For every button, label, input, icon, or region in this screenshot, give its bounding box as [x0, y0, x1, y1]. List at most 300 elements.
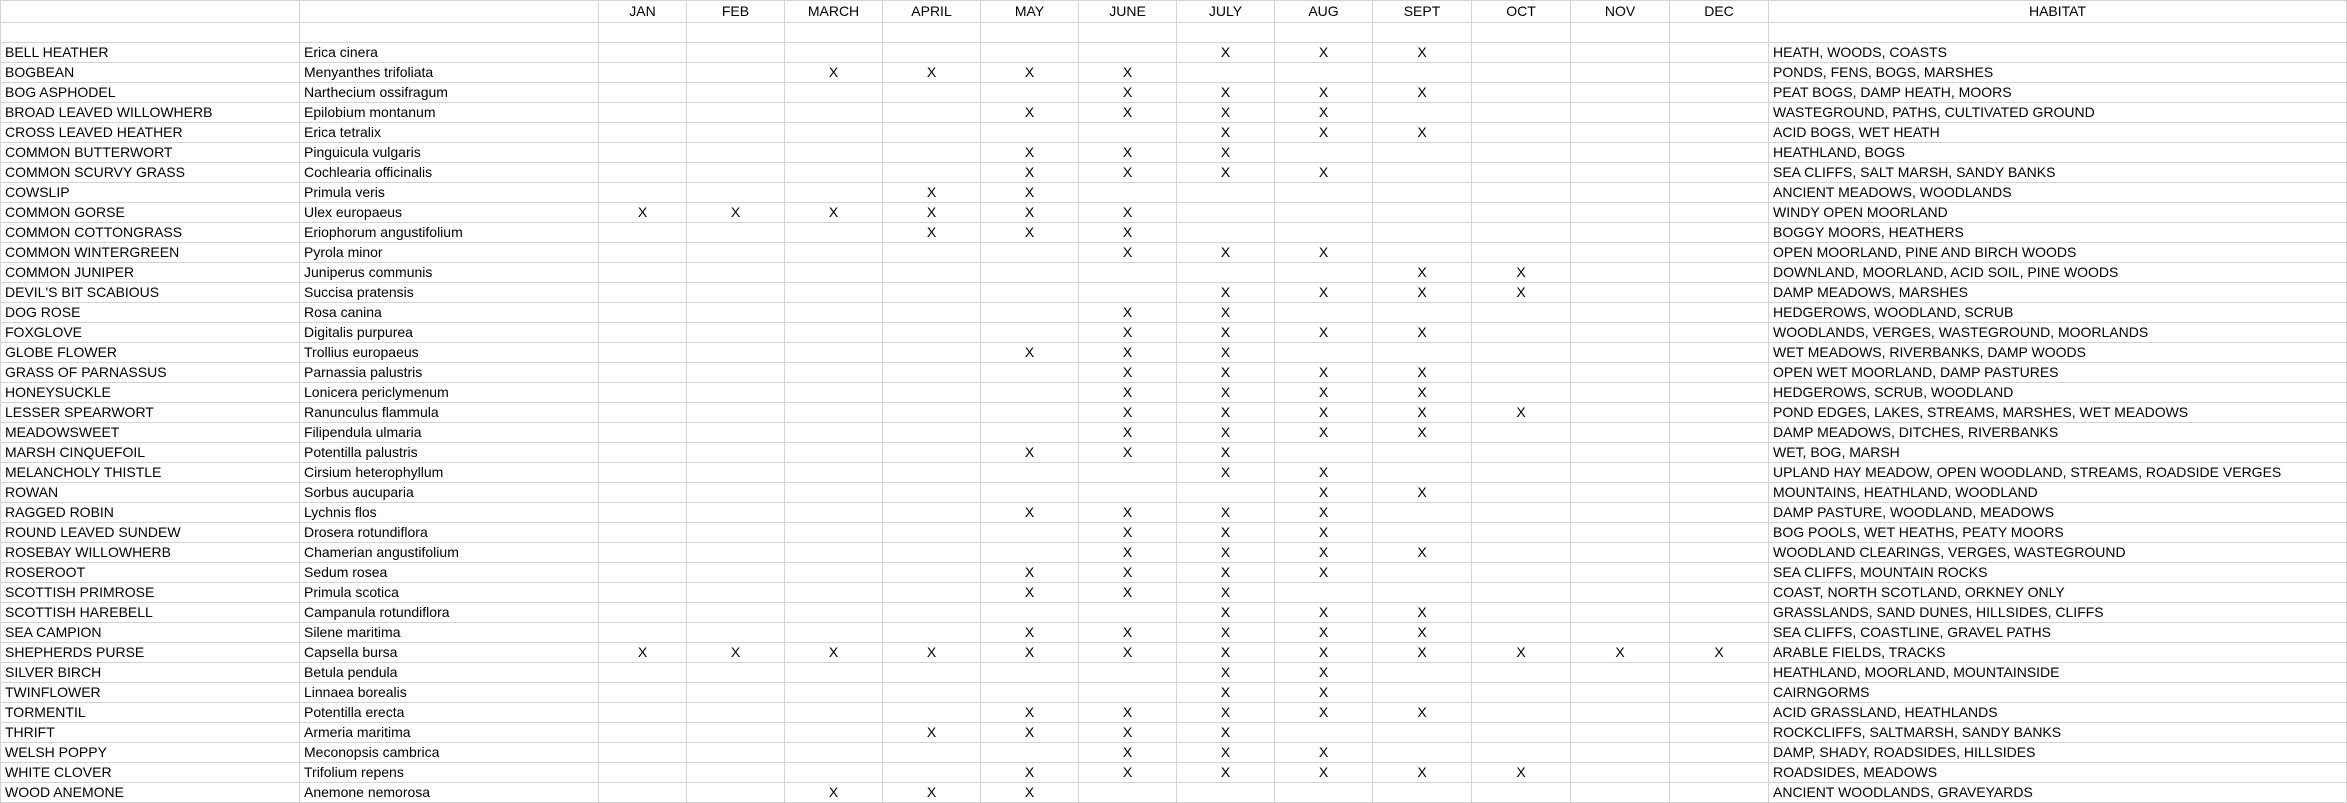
cell-month-mark[interactable] — [883, 323, 981, 343]
cell-latin-name[interactable]: Ulex europaeus — [300, 203, 599, 223]
empty-cell[interactable] — [1177, 23, 1275, 43]
cell-month-mark[interactable] — [981, 743, 1079, 763]
cell-month-mark[interactable] — [599, 763, 687, 783]
cell-month-mark[interactable] — [1571, 223, 1670, 243]
cell-month-mark[interactable] — [785, 723, 883, 743]
cell-month-mark[interactable]: X — [883, 63, 981, 83]
cell-habitat[interactable]: DOWNLAND, MOORLAND, ACID SOIL, PINE WOODS — [1769, 263, 2347, 283]
empty-cell[interactable] — [599, 23, 687, 43]
cell-month-mark[interactable] — [883, 463, 981, 483]
cell-month-mark[interactable]: X — [1079, 583, 1177, 603]
cell-month-mark[interactable] — [1472, 523, 1571, 543]
cell-latin-name[interactable]: Menyanthes trifoliata — [300, 63, 599, 83]
cell-month-mark[interactable] — [599, 563, 687, 583]
cell-latin-name[interactable]: Meconopsis cambrica — [300, 743, 599, 763]
cell-month-mark[interactable] — [1373, 223, 1472, 243]
cell-month-mark[interactable] — [981, 263, 1079, 283]
cell-month-mark[interactable] — [785, 223, 883, 243]
cell-month-mark[interactable] — [1275, 303, 1373, 323]
cell-month-mark[interactable]: X — [1079, 103, 1177, 123]
cell-common-name[interactable]: THRIFT — [1, 723, 300, 743]
cell-month-mark[interactable]: X — [1472, 643, 1571, 663]
cell-month-mark[interactable] — [883, 483, 981, 503]
cell-month-mark[interactable]: X — [1079, 143, 1177, 163]
cell-common-name[interactable]: GRASS OF PARNASSUS — [1, 363, 300, 383]
cell-month-mark[interactable] — [599, 403, 687, 423]
cell-month-mark[interactable] — [1571, 783, 1670, 803]
cell-month-mark[interactable] — [599, 363, 687, 383]
cell-latin-name[interactable]: Armeria maritima — [300, 723, 599, 743]
cell-month-mark[interactable] — [785, 603, 883, 623]
cell-month-mark[interactable]: X — [981, 343, 1079, 363]
cell-month-mark[interactable] — [1373, 103, 1472, 123]
cell-month-mark[interactable]: X — [1373, 763, 1472, 783]
cell-month-mark[interactable]: X — [1472, 283, 1571, 303]
cell-month-mark[interactable] — [1472, 743, 1571, 763]
cell-month-mark[interactable]: X — [1373, 363, 1472, 383]
cell-latin-name[interactable]: Rosa canina — [300, 303, 599, 323]
cell-month-mark[interactable] — [1472, 103, 1571, 123]
cell-habitat[interactable]: BOGGY MOORS, HEATHERS — [1769, 223, 2347, 243]
cell-common-name[interactable]: GLOBE FLOWER — [1, 343, 300, 363]
cell-month-mark[interactable] — [883, 523, 981, 543]
cell-month-mark[interactable]: X — [1079, 203, 1177, 223]
cell-month-mark[interactable] — [599, 423, 687, 443]
cell-common-name[interactable]: COMMON GORSE — [1, 203, 300, 223]
cell-latin-name[interactable]: Capsella bursa — [300, 643, 599, 663]
cell-habitat[interactable]: MOUNTAINS, HEATHLAND, WOODLAND — [1769, 483, 2347, 503]
cell-month-mark[interactable] — [687, 263, 785, 283]
cell-common-name[interactable]: COMMON COTTONGRASS — [1, 223, 300, 243]
cell-month-mark[interactable] — [687, 623, 785, 643]
cell-month-mark[interactable] — [1275, 723, 1373, 743]
cell-habitat[interactable]: HEDGEROWS, SCRUB, WOODLAND — [1769, 383, 2347, 403]
cell-month-mark[interactable] — [599, 523, 687, 543]
cell-month-mark[interactable] — [1670, 663, 1769, 683]
cell-month-mark[interactable]: X — [981, 443, 1079, 463]
cell-month-mark[interactable] — [1472, 663, 1571, 683]
cell-month-mark[interactable] — [687, 283, 785, 303]
cell-month-mark[interactable] — [687, 703, 785, 723]
cell-month-mark[interactable] — [1670, 463, 1769, 483]
cell-month-mark[interactable]: X — [981, 183, 1079, 203]
cell-month-mark[interactable] — [1373, 683, 1472, 703]
cell-common-name[interactable]: WELSH POPPY — [1, 743, 300, 763]
cell-common-name[interactable]: SHEPHERDS PURSE — [1, 643, 300, 663]
cell-common-name[interactable]: ROSEBAY WILLOWHERB — [1, 543, 300, 563]
cell-month-mark[interactable]: X — [687, 643, 785, 663]
cell-month-mark[interactable] — [1472, 443, 1571, 463]
empty-cell[interactable] — [1079, 23, 1177, 43]
cell-latin-name[interactable]: Cochlearia officinalis — [300, 163, 599, 183]
cell-month-mark[interactable] — [599, 223, 687, 243]
cell-month-mark[interactable] — [785, 123, 883, 143]
cell-common-name[interactable]: FOXGLOVE — [1, 323, 300, 343]
cell-month-mark[interactable] — [687, 743, 785, 763]
cell-common-name[interactable]: LESSER SPEARWORT — [1, 403, 300, 423]
cell-month-mark[interactable]: X — [1571, 643, 1670, 663]
cell-month-mark[interactable] — [599, 783, 687, 803]
cell-month-mark[interactable]: X — [1177, 163, 1275, 183]
cell-month-mark[interactable] — [1275, 443, 1373, 463]
cell-month-mark[interactable] — [883, 603, 981, 623]
cell-latin-name[interactable]: Lychnis flos — [300, 503, 599, 523]
cell-month-mark[interactable] — [1670, 523, 1769, 543]
cell-month-mark[interactable] — [687, 43, 785, 63]
cell-habitat[interactable]: GRASSLANDS, SAND DUNES, HILLSIDES, CLIFFS — [1769, 603, 2347, 623]
cell-month-mark[interactable]: X — [1275, 623, 1373, 643]
cell-month-mark[interactable] — [785, 583, 883, 603]
cell-month-mark[interactable] — [981, 243, 1079, 263]
cell-month-mark[interactable]: X — [1177, 703, 1275, 723]
cell-month-mark[interactable]: X — [1275, 563, 1373, 583]
cell-month-mark[interactable] — [1275, 63, 1373, 83]
cell-month-mark[interactable] — [1079, 263, 1177, 283]
cell-month-mark[interactable] — [687, 463, 785, 483]
cell-month-mark[interactable] — [687, 503, 785, 523]
cell-month-mark[interactable] — [1670, 423, 1769, 443]
cell-latin-name[interactable]: Epilobium montanum — [300, 103, 599, 123]
cell-month-mark[interactable] — [883, 263, 981, 283]
cell-month-mark[interactable] — [1670, 743, 1769, 763]
cell-month-mark[interactable] — [599, 443, 687, 463]
cell-month-mark[interactable] — [1079, 603, 1177, 623]
cell-month-mark[interactable] — [1571, 183, 1670, 203]
cell-month-mark[interactable] — [1571, 723, 1670, 743]
cell-month-mark[interactable] — [1373, 503, 1472, 523]
cell-month-mark[interactable] — [1472, 783, 1571, 803]
cell-month-mark[interactable]: X — [1177, 323, 1275, 343]
cell-month-mark[interactable] — [599, 163, 687, 183]
cell-month-mark[interactable] — [687, 723, 785, 743]
cell-month-mark[interactable] — [1079, 43, 1177, 63]
cell-month-mark[interactable] — [1275, 143, 1373, 163]
cell-latin-name[interactable]: Pyrola minor — [300, 243, 599, 263]
cell-latin-name[interactable]: Primula scotica — [300, 583, 599, 603]
cell-month-mark[interactable] — [785, 163, 883, 183]
cell-month-mark[interactable]: X — [1079, 563, 1177, 583]
cell-month-mark[interactable]: X — [981, 623, 1079, 643]
cell-month-mark[interactable] — [1373, 443, 1472, 463]
cell-month-mark[interactable]: X — [1177, 103, 1275, 123]
cell-habitat[interactable]: OPEN MOORLAND, PINE AND BIRCH WOODS — [1769, 243, 2347, 263]
cell-month-mark[interactable] — [883, 563, 981, 583]
cell-month-mark[interactable] — [1571, 63, 1670, 83]
cell-month-mark[interactable]: X — [1373, 283, 1472, 303]
cell-month-mark[interactable] — [1472, 143, 1571, 163]
cell-month-mark[interactable] — [981, 303, 1079, 323]
cell-month-mark[interactable] — [785, 103, 883, 123]
cell-month-mark[interactable]: X — [1177, 43, 1275, 63]
cell-habitat[interactable]: ROADSIDES, MEADOWS — [1769, 763, 2347, 783]
cell-month-mark[interactable] — [981, 83, 1079, 103]
cell-month-mark[interactable] — [1571, 283, 1670, 303]
cell-habitat[interactable]: POND EDGES, LAKES, STREAMS, MARSHES, WET MEADOWS — [1769, 403, 2347, 423]
cell-month-mark[interactable]: X — [1373, 323, 1472, 343]
cell-month-mark[interactable]: X — [1177, 403, 1275, 423]
empty-cell[interactable] — [883, 23, 981, 43]
cell-habitat[interactable]: OPEN WET MOORLAND, DAMP PASTURES — [1769, 363, 2347, 383]
cell-month-mark[interactable] — [1472, 503, 1571, 523]
cell-month-mark[interactable] — [785, 683, 883, 703]
cell-latin-name[interactable]: Chamerian angustifolium — [300, 543, 599, 563]
cell-month-mark[interactable]: X — [687, 203, 785, 223]
cell-month-mark[interactable] — [599, 83, 687, 103]
cell-month-mark[interactable]: X — [981, 723, 1079, 743]
cell-month-mark[interactable] — [1571, 163, 1670, 183]
cell-common-name[interactable]: DOG ROSE — [1, 303, 300, 323]
cell-month-mark[interactable] — [981, 403, 1079, 423]
cell-habitat[interactable]: ACID GRASSLAND, HEATHLANDS — [1769, 703, 2347, 723]
cell-month-mark[interactable] — [687, 303, 785, 323]
cell-month-mark[interactable] — [1670, 483, 1769, 503]
cell-month-mark[interactable] — [1275, 583, 1373, 603]
cell-month-mark[interactable] — [1670, 583, 1769, 603]
cell-month-mark[interactable] — [1472, 683, 1571, 703]
cell-month-mark[interactable] — [599, 723, 687, 743]
cell-month-mark[interactable] — [1373, 663, 1472, 683]
cell-month-mark[interactable] — [1373, 463, 1472, 483]
cell-month-mark[interactable]: X — [1177, 603, 1275, 623]
cell-latin-name[interactable]: Sorbus aucuparia — [300, 483, 599, 503]
cell-month-mark[interactable]: X — [1275, 103, 1373, 123]
cell-month-mark[interactable]: X — [1079, 743, 1177, 763]
cell-month-mark[interactable] — [1079, 463, 1177, 483]
cell-month-mark[interactable]: X — [883, 183, 981, 203]
cell-month-mark[interactable] — [981, 483, 1079, 503]
cell-month-mark[interactable] — [1472, 183, 1571, 203]
cell-latin-name[interactable]: Cirsium heterophyllum — [300, 463, 599, 483]
cell-month-mark[interactable] — [1571, 303, 1670, 323]
cell-month-mark[interactable] — [599, 43, 687, 63]
cell-month-mark[interactable] — [1670, 43, 1769, 63]
cell-latin-name[interactable]: Linnaea borealis — [300, 683, 599, 703]
cell-month-mark[interactable] — [981, 43, 1079, 63]
cell-month-mark[interactable]: X — [1275, 83, 1373, 103]
cell-month-mark[interactable] — [785, 623, 883, 643]
cell-month-mark[interactable]: X — [1275, 43, 1373, 63]
cell-month-mark[interactable]: X — [1177, 503, 1275, 523]
cell-month-mark[interactable] — [883, 143, 981, 163]
cell-month-mark[interactable] — [883, 583, 981, 603]
cell-habitat[interactable]: WINDY OPEN MOORLAND — [1769, 203, 2347, 223]
cell-month-mark[interactable] — [687, 63, 785, 83]
header-month-nov[interactable]: NOV — [1571, 1, 1670, 23]
cell-month-mark[interactable] — [687, 223, 785, 243]
cell-month-mark[interactable] — [883, 443, 981, 463]
cell-month-mark[interactable]: X — [883, 203, 981, 223]
cell-month-mark[interactable] — [1472, 423, 1571, 443]
cell-month-mark[interactable] — [687, 123, 785, 143]
cell-common-name[interactable]: SEA CAMPION — [1, 623, 300, 643]
cell-month-mark[interactable]: X — [981, 503, 1079, 523]
cell-month-mark[interactable] — [1472, 703, 1571, 723]
cell-month-mark[interactable]: X — [1079, 523, 1177, 543]
cell-month-mark[interactable] — [785, 283, 883, 303]
cell-habitat[interactable]: ACID BOGS, WET HEATH — [1769, 123, 2347, 143]
cell-month-mark[interactable] — [785, 543, 883, 563]
cell-month-mark[interactable] — [883, 123, 981, 143]
cell-month-mark[interactable]: X — [1079, 83, 1177, 103]
cell-month-mark[interactable] — [1079, 783, 1177, 803]
cell-month-mark[interactable]: X — [1177, 743, 1275, 763]
cell-month-mark[interactable] — [599, 343, 687, 363]
cell-month-mark[interactable] — [1670, 303, 1769, 323]
cell-month-mark[interactable] — [599, 743, 687, 763]
cell-month-mark[interactable] — [1670, 103, 1769, 123]
cell-month-mark[interactable]: X — [1275, 743, 1373, 763]
cell-month-mark[interactable] — [1670, 703, 1769, 723]
cell-month-mark[interactable] — [599, 63, 687, 83]
cell-month-mark[interactable]: X — [785, 783, 883, 803]
cell-month-mark[interactable] — [687, 163, 785, 183]
cell-month-mark[interactable]: X — [1275, 403, 1373, 423]
cell-month-mark[interactable] — [883, 283, 981, 303]
cell-month-mark[interactable] — [687, 763, 785, 783]
cell-month-mark[interactable] — [785, 703, 883, 723]
cell-habitat[interactable]: ROCKCLIFFS, SALTMARSH, SANDY BANKS — [1769, 723, 2347, 743]
cell-month-mark[interactable] — [1472, 463, 1571, 483]
cell-month-mark[interactable] — [1571, 703, 1670, 723]
cell-latin-name[interactable]: Potentilla erecta — [300, 703, 599, 723]
cell-month-mark[interactable] — [1472, 583, 1571, 603]
cell-month-mark[interactable] — [599, 463, 687, 483]
cell-month-mark[interactable] — [1373, 563, 1472, 583]
cell-month-mark[interactable] — [981, 323, 1079, 343]
cell-month-mark[interactable] — [1472, 363, 1571, 383]
cell-month-mark[interactable] — [1177, 483, 1275, 503]
cell-month-mark[interactable] — [1571, 143, 1670, 163]
cell-month-mark[interactable] — [1670, 563, 1769, 583]
cell-month-mark[interactable]: X — [1177, 343, 1275, 363]
cell-month-mark[interactable]: X — [1275, 603, 1373, 623]
cell-month-mark[interactable] — [687, 563, 785, 583]
cell-latin-name[interactable]: Erica cinera — [300, 43, 599, 63]
cell-common-name[interactable]: ROWAN — [1, 483, 300, 503]
cell-month-mark[interactable] — [883, 403, 981, 423]
empty-cell[interactable] — [1670, 23, 1769, 43]
cell-habitat[interactable]: WOODLANDS, VERGES, WASTEGROUND, MOORLANDS — [1769, 323, 2347, 343]
cell-month-mark[interactable] — [599, 663, 687, 683]
cell-month-mark[interactable] — [1571, 503, 1670, 523]
cell-habitat[interactable]: WASTEGROUND, PATHS, CULTIVATED GROUND — [1769, 103, 2347, 123]
cell-month-mark[interactable]: X — [1177, 283, 1275, 303]
header-month-feb[interactable]: FEB — [687, 1, 785, 23]
cell-month-mark[interactable]: X — [981, 103, 1079, 123]
empty-cell[interactable] — [1769, 23, 2347, 43]
cell-habitat[interactable]: DAMP MEADOWS, DITCHES, RIVERBANKS — [1769, 423, 2347, 443]
cell-month-mark[interactable]: X — [981, 223, 1079, 243]
cell-habitat[interactable]: UPLAND HAY MEADOW, OPEN WOODLAND, STREAMS, ROADSIDE VERGES — [1769, 463, 2347, 483]
cell-month-mark[interactable] — [599, 383, 687, 403]
cell-month-mark[interactable] — [883, 763, 981, 783]
cell-latin-name[interactable]: Betula pendula — [300, 663, 599, 683]
cell-month-mark[interactable] — [1275, 343, 1373, 363]
cell-month-mark[interactable] — [1373, 183, 1472, 203]
cell-common-name[interactable]: SILVER BIRCH — [1, 663, 300, 683]
cell-month-mark[interactable] — [981, 603, 1079, 623]
cell-latin-name[interactable]: Sedum rosea — [300, 563, 599, 583]
cell-month-mark[interactable]: X — [1177, 583, 1275, 603]
cell-habitat[interactable]: DAMP, SHADY, ROADSIDES, HILLSIDES — [1769, 743, 2347, 763]
cell-month-mark[interactable] — [687, 663, 785, 683]
cell-month-mark[interactable] — [1670, 403, 1769, 423]
cell-month-mark[interactable] — [883, 363, 981, 383]
cell-month-mark[interactable] — [687, 443, 785, 463]
cell-month-mark[interactable] — [1571, 743, 1670, 763]
cell-month-mark[interactable] — [599, 143, 687, 163]
cell-month-mark[interactable] — [883, 623, 981, 643]
cell-month-mark[interactable]: X — [1177, 243, 1275, 263]
cell-month-mark[interactable] — [883, 503, 981, 523]
cell-month-mark[interactable] — [1571, 583, 1670, 603]
cell-month-mark[interactable] — [883, 423, 981, 443]
cell-month-mark[interactable] — [981, 383, 1079, 403]
empty-cell[interactable] — [687, 23, 785, 43]
cell-month-mark[interactable] — [785, 463, 883, 483]
cell-latin-name[interactable]: Silene maritima — [300, 623, 599, 643]
cell-month-mark[interactable] — [1670, 683, 1769, 703]
cell-common-name[interactable]: COMMON SCURVY GRASS — [1, 163, 300, 183]
cell-month-mark[interactable] — [981, 283, 1079, 303]
cell-month-mark[interactable]: X — [1275, 363, 1373, 383]
cell-month-mark[interactable]: X — [1177, 763, 1275, 783]
cell-month-mark[interactable] — [785, 743, 883, 763]
cell-month-mark[interactable] — [1079, 183, 1177, 203]
cell-month-mark[interactable]: X — [1079, 223, 1177, 243]
cell-month-mark[interactable] — [599, 183, 687, 203]
cell-habitat[interactable]: SEA CLIFFS, SALT MARSH, SANDY BANKS — [1769, 163, 2347, 183]
cell-month-mark[interactable]: X — [1275, 683, 1373, 703]
cell-month-mark[interactable] — [687, 603, 785, 623]
cell-month-mark[interactable] — [785, 243, 883, 263]
cell-month-mark[interactable] — [599, 683, 687, 703]
cell-common-name[interactable]: COMMON BUTTERWORT — [1, 143, 300, 163]
cell-month-mark[interactable] — [1373, 63, 1472, 83]
cell-habitat[interactable]: ARABLE FIELDS, TRACKS — [1769, 643, 2347, 663]
cell-month-mark[interactable]: X — [883, 783, 981, 803]
cell-common-name[interactable]: ROUND LEAVED SUNDEW — [1, 523, 300, 543]
cell-month-mark[interactable] — [981, 123, 1079, 143]
cell-month-mark[interactable]: X — [1079, 383, 1177, 403]
cell-month-mark[interactable] — [785, 503, 883, 523]
cell-month-mark[interactable] — [1472, 83, 1571, 103]
cell-month-mark[interactable]: X — [599, 203, 687, 223]
cell-month-mark[interactable] — [785, 143, 883, 163]
cell-month-mark[interactable] — [599, 283, 687, 303]
cell-habitat[interactable]: WET MEADOWS, RIVERBANKS, DAMP WOODS — [1769, 343, 2347, 363]
cell-month-mark[interactable] — [785, 523, 883, 543]
empty-cell[interactable] — [1275, 23, 1373, 43]
cell-month-mark[interactable] — [599, 703, 687, 723]
cell-month-mark[interactable]: X — [785, 63, 883, 83]
cell-month-mark[interactable] — [1275, 203, 1373, 223]
cell-month-mark[interactable] — [1472, 43, 1571, 63]
cell-month-mark[interactable]: X — [981, 763, 1079, 783]
cell-month-mark[interactable] — [1571, 263, 1670, 283]
cell-month-mark[interactable] — [1670, 243, 1769, 263]
cell-month-mark[interactable]: X — [1275, 383, 1373, 403]
cell-month-mark[interactable]: X — [1079, 623, 1177, 643]
cell-common-name[interactable]: BOGBEAN — [1, 63, 300, 83]
cell-latin-name[interactable]: Trifolium repens — [300, 763, 599, 783]
cell-month-mark[interactable] — [599, 263, 687, 283]
cell-month-mark[interactable] — [1177, 203, 1275, 223]
cell-month-mark[interactable]: X — [1177, 463, 1275, 483]
cell-month-mark[interactable] — [1472, 123, 1571, 143]
cell-month-mark[interactable] — [981, 543, 1079, 563]
cell-month-mark[interactable] — [687, 423, 785, 443]
